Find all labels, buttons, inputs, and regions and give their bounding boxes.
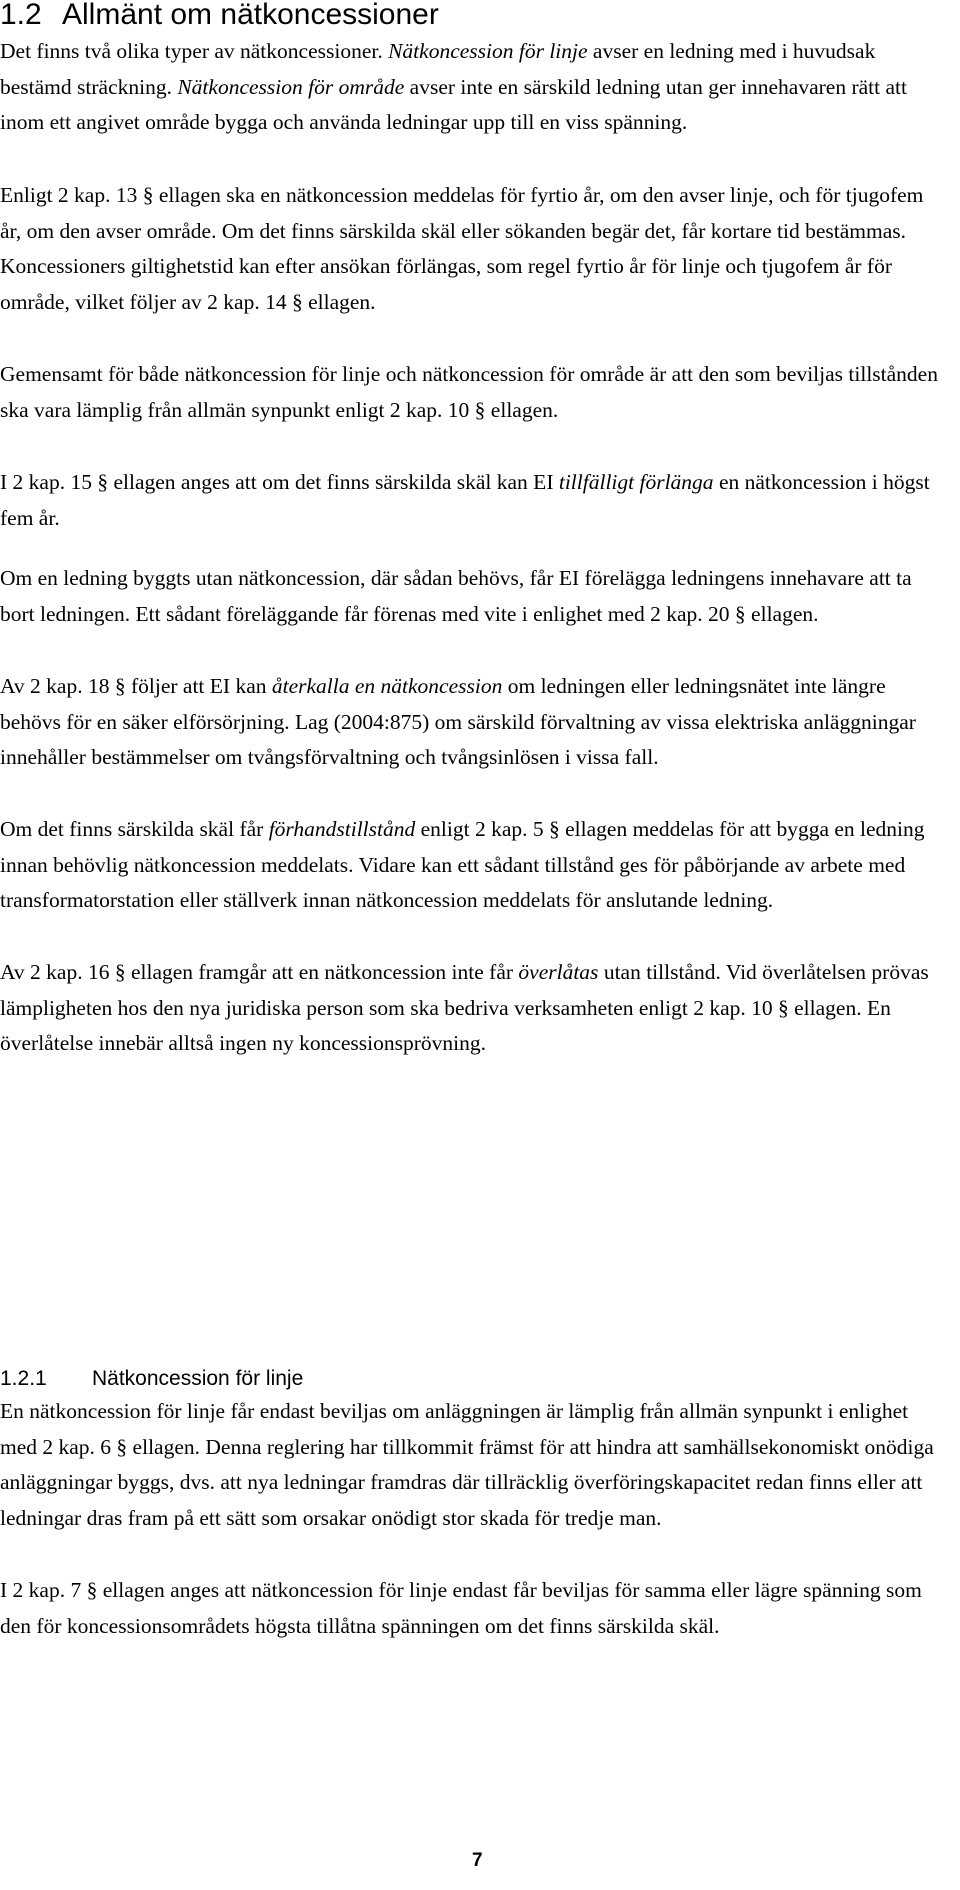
section-number: 1.2	[0, 0, 42, 31]
subsection-title: Nätkoncession för linje	[92, 1367, 304, 1390]
italic-text-run: Nätkoncession för område	[177, 74, 405, 99]
italic-text-run: överlåtas	[518, 960, 599, 984]
text-run: Enligt 2 kap. 13 § ellagen ska en nätkoncession meddelas för fyrtio år, om den avser linje, och för tjugofem år, om den avser område. Om det finns särskilda skäl eller sökanden begär det, får kortare tid bestämmas. Koncessioners giltighetstid kan efter ansökan förlängas, som regel fyrtio år för linje och tjugofem år för område, vilket följer av 2 kap. 14 § ellagen.	[0, 183, 924, 314]
paragraph-suitability	[0, 357, 945, 428]
page-number: 7	[472, 1850, 483, 1871]
text-run: Om det finns särskilda skäl får	[0, 817, 269, 841]
italic-text-run: Nätkoncession för linje	[388, 39, 588, 63]
paragraph-revocation	[0, 669, 945, 776]
italic-text-run: förhandstillstånd	[268, 817, 416, 841]
section-title: Allmänt om nätkoncessioner	[62, 0, 439, 31]
text-run: om ledningen eller ledningsnätet inte längre behövs för en säker elförsörjning. Lag (2004:875) om särskild förvaltning av vissa elektriska anläggningar innehåller bestämmelser om tvångsförvaltning och tvångsinlösen i vissa fall.	[0, 674, 916, 770]
text-run: Av 2 kap. 18 § följer att EI kan	[0, 674, 272, 698]
text-run: enligt 2 kap. 5 § ellagen meddelas för att bygga en ledning innan behövlig nätkoncession meddelats. Vidare kan ett sådant tillstånd ges för påbörjande av arbete med transformatorstation eller ställverk innan nätkoncession meddelats för anslutande ledning.	[0, 817, 925, 913]
paragraph-validity	[0, 178, 945, 320]
text-run: Av 2 kap. 16 § ellagen framgår att en nätkoncession inte får	[0, 960, 519, 984]
text-run: en nätkoncession i högst fem år.	[0, 470, 930, 530]
paragraph-types	[0, 34, 945, 141]
italic-text-run: tillfälligt förlänga	[558, 470, 714, 494]
text-run: avser inte en särskild ledning utan ger innehavaren rätt att inom ett angivet område bygga och använda ledningar upp till en viss spänning.	[0, 74, 907, 135]
text-run: Om en ledning byggts utan nätkoncession, där sådan behövs, får EI förelägga ledningens innehavare att ta bort ledningen. Ett sådant föreläggande får förenas med vite i enlighet med 2 kap. 20 § ellagen.	[0, 566, 912, 626]
text-run: En nätkoncession för linje får endast beviljas om anläggningen är lämplig från allmän synpunkt i enlighet med 2 kap. 6 § ellagen. Denna reglering har tillkommit främst för att hindra att samhällsekonomiskt onödiga anläggningar byggs, dvs. att nya ledningar framdras där tillräcklig överföringskapacitet redan finns eller att ledningar dras fram på ett sätt som orsakar onödigt stor skada för tredje man.	[0, 1399, 934, 1530]
text-run: Gemensamt för både nätkoncession för linje och nätkoncession för område är att den som beviljas tillstånden ska vara lämplig från allmän synpunkt enligt 2 kap. 10 § ellagen.	[0, 362, 938, 422]
text-run: avser en ledning med i huvudsak bestämd sträckning.	[0, 39, 876, 99]
paragraph-temporary-extension	[0, 465, 945, 536]
subsection-heading	[0, 1367, 303, 1391]
paragraph-voltage	[0, 1573, 945, 1644]
paragraph-transfer	[0, 955, 945, 1062]
paragraph-line-suitability	[0, 1394, 945, 1536]
italic-text-run: återkalla en nätkoncession	[271, 674, 503, 698]
text-run: I 2 kap. 7 § ellagen anges att nätkoncession för linje endast får beviljas för samma eller lägre spänning som den för koncessionsområdets högsta tillåtna spänningen om det finns särskilda skäl.	[0, 1578, 922, 1638]
paragraph-advance-permit	[0, 812, 945, 919]
section-heading	[0, 0, 439, 32]
text-run: Det finns två olika typer av nätkoncessioner.	[0, 39, 389, 63]
subsection-number: 1.2.1	[0, 1367, 47, 1390]
text-run: I 2 kap. 15 § ellagen anges att om det finns särskilda skäl kan EI	[0, 470, 559, 494]
text-run: utan tillstånd. Vid överlåtelsen prövas lämpligheten hos den nya juridiska person som ska bedriva verksamheten enligt 2 kap. 10 § ellagen. En överlåtelse innebär alltså ingen ny koncessionsprövning.	[0, 960, 929, 1056]
paragraph-removal	[0, 561, 945, 632]
